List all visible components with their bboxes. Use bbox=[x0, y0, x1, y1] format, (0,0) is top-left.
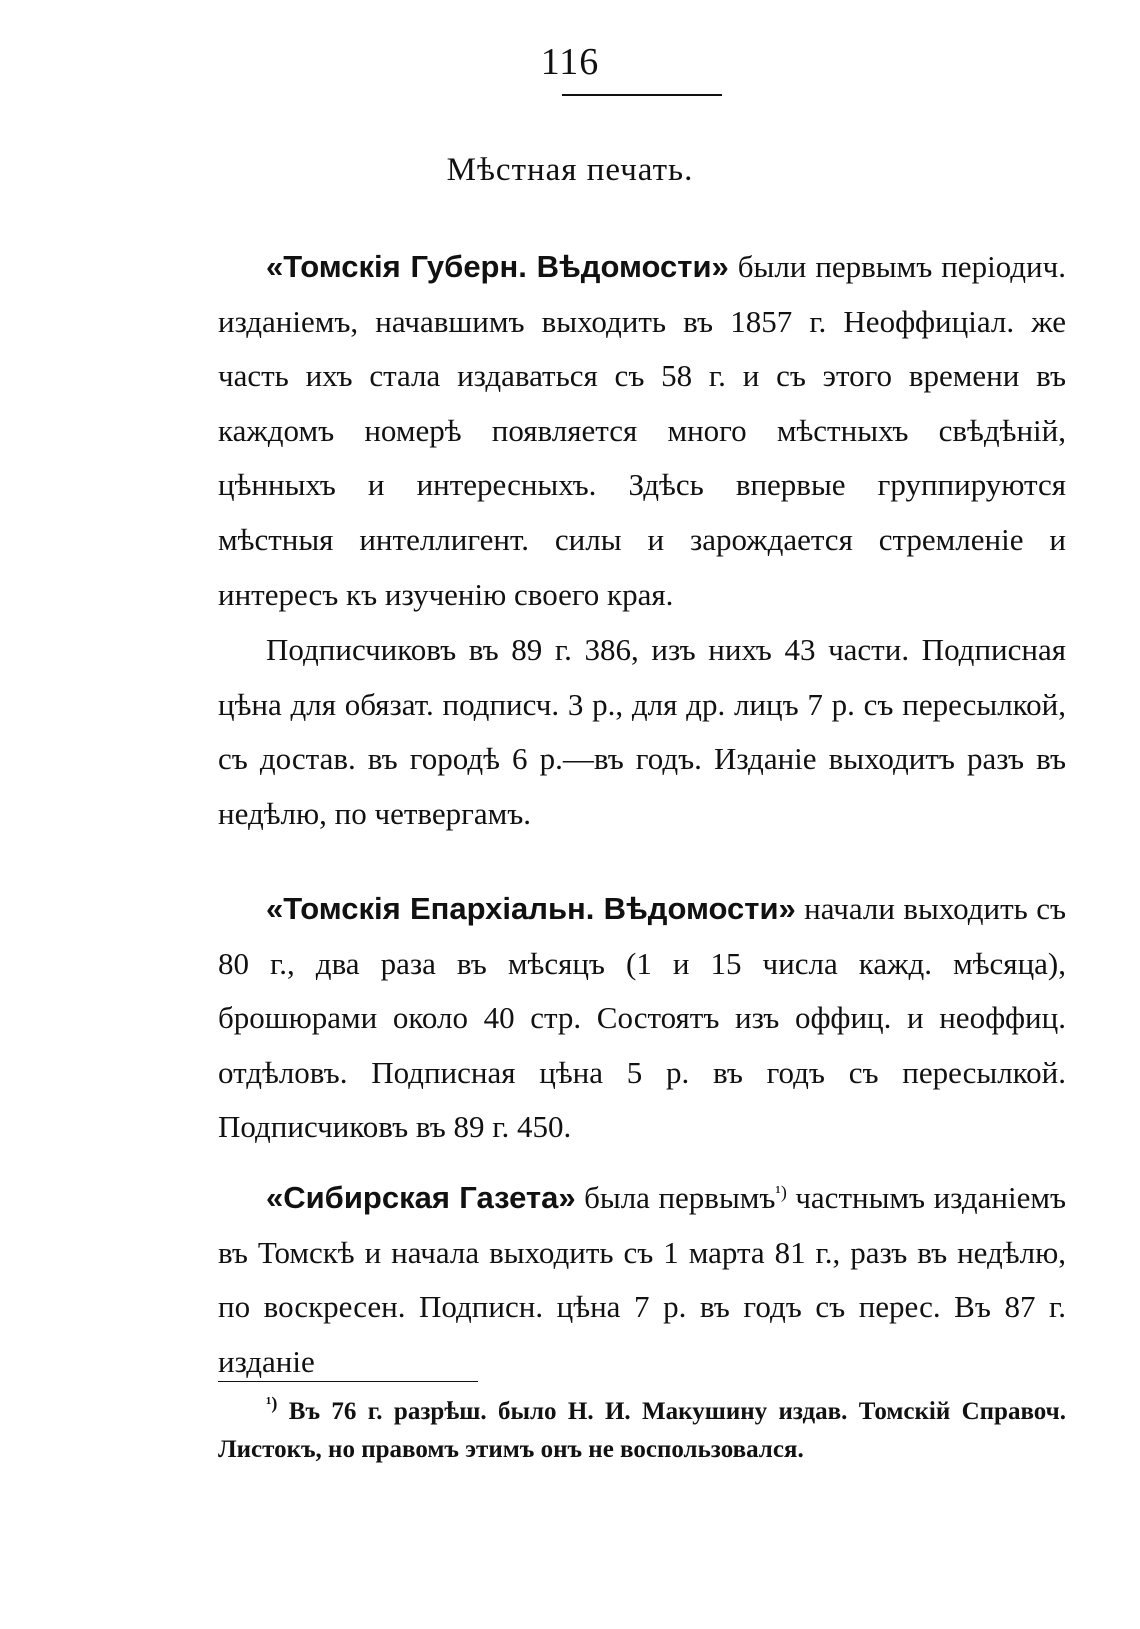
paragraph-text: были первымъ періодич. изданіемъ, начавшимъ выходить въ 1857 г. Неоффиціал. же часть ихъ стала издаваться съ 58 г. и съ этого времени въ каждомъ номерѣ появляется много мѣстныхъ свѣдѣній, цѣнныхъ и интересныхъ. Здѣсь впервые группируются мѣстныя интеллигент. силы и зарождается стремленіе и интересъ къ изученію своего края. bbox=[218, 249, 1066, 612]
paragraph-text: частнымъ изданіемъ въ Томскѣ и начала выходить съ 1 марта 81 г., разъ въ недѣлю, по воскресен. Подписн. цѣна 7 р. въ годъ съ перес. Въ 87 г. изданіе bbox=[218, 1180, 1066, 1379]
footnote-mark: ¹) bbox=[266, 1393, 278, 1413]
footnote-text: Въ 76 г. разрѣш. было Н. И. Макушину издав. Томскій Справоч. Листокъ, но правомъ этимъ онъ не воспользовался. bbox=[218, 1398, 1066, 1463]
title-sibirskaya-gazeta: «Сибирская Газета» bbox=[266, 1180, 576, 1215]
paragraph-gubern-vedomosti bbox=[218, 240, 1066, 622]
title-eparkh-vedomosti: «Томскія Епархіальн. Вѣдомости» bbox=[266, 891, 796, 926]
footnote-reference: ¹) bbox=[775, 1182, 787, 1202]
footnote bbox=[218, 1393, 1066, 1469]
section-heading: Мѣстная печать. bbox=[446, 152, 694, 188]
paragraph-sibirskaya-gazeta bbox=[218, 1171, 1066, 1389]
paragraph-text: была первымъ bbox=[575, 1180, 776, 1215]
page-number-rule bbox=[562, 94, 722, 96]
paragraph-text: Подписчиковъ въ 89 г. 386, изъ нихъ 43 части. Подписная цѣна для обязат. подписч. 3 р., для др. лицъ 7 р. съ пересылкой, съ достав. въ городѣ 6 р.—въ годъ. Изданіе выходитъ разъ въ недѣлю, по четвергамъ. bbox=[218, 632, 1066, 831]
paragraph-eparkh-vedomosti bbox=[218, 882, 1066, 1155]
page-number: 116 bbox=[540, 41, 600, 83]
footnote-rule bbox=[218, 1381, 478, 1382]
paragraph-subscribers bbox=[218, 623, 1066, 841]
paragraph-text: начали выходить съ 80 г., два раза въ мѣсяцъ (1 и 15 числа кажд. мѣсяца), брошюрами около 40 стр. Состоятъ изъ оффиц. и неоффиц. отдѣловъ. Подписная цѣна 5 р. въ годъ съ пересылкой. Подписчиковъ въ 89 г. 450. bbox=[218, 891, 1066, 1145]
title-gubern-vedomosti: «Томскія Губерн. Вѣдомости» bbox=[266, 249, 729, 284]
